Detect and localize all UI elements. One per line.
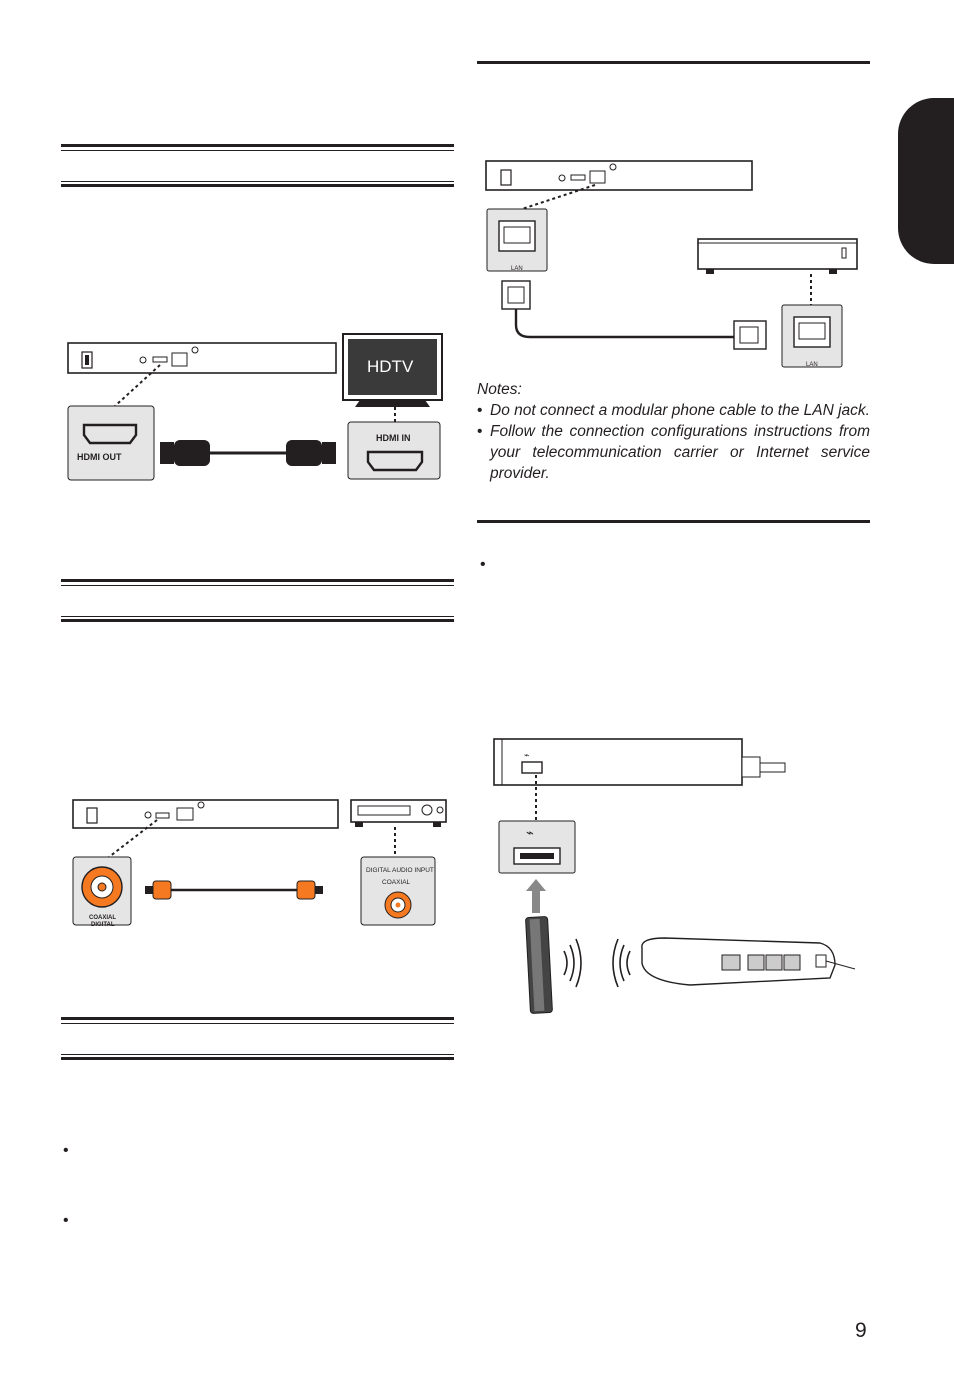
bullet-3: •: [63, 1212, 69, 1229]
player-unit: [486, 161, 752, 190]
section-rule-third-bottom: [61, 1054, 454, 1055]
hdmi-cable: [160, 440, 336, 466]
coaxial-out-label-1: COAXIAL: [89, 915, 116, 921]
hdmi-in-label: HDMI IN: [376, 433, 411, 443]
note-item: • Do not connect a modular phone cable to the LAN jack.: [477, 402, 870, 419]
coaxial-connection-diagram: [65, 795, 455, 935]
lan-connection-diagram: [482, 155, 862, 375]
hdmi-connection-diagram: [60, 330, 450, 485]
section-rule-third-top: [61, 1017, 454, 1020]
section-rule-wireless-top: [477, 520, 870, 523]
section-rule-coax-top-thin: [61, 585, 454, 586]
note-text: Do not connect a modular phone cable to the LAN jack.: [490, 402, 870, 419]
notes-title: Notes:: [477, 381, 522, 398]
wifi-dongle: [526, 916, 553, 1013]
player-unit: [68, 343, 336, 373]
hdmi-out-label: HDMI OUT: [77, 452, 122, 462]
section-rule-third-top-thin: [61, 1023, 454, 1024]
wireless-signal-icon: [564, 939, 630, 987]
section-rule-hdmi-bottom-thick: [61, 184, 454, 187]
coaxial-out-label-2: DIGITAL: [91, 922, 115, 928]
coaxial-in-label: COAXIAL: [382, 879, 411, 886]
note-text: Follow the connection configurations instructions from your telecommunication carrier or Internet service provider.: [490, 423, 870, 482]
usb-wireless-diagram: [490, 733, 860, 1018]
wireless-router: [642, 938, 855, 985]
usb-port-box: [499, 821, 575, 873]
note-item: • Follow the connection configurations instructions from your telecommunication carrier or Internet service provider.: [477, 423, 870, 482]
router-unit: [698, 239, 857, 274]
section-rule-hdmi-top: [61, 144, 454, 147]
bullet-2: •: [63, 1142, 69, 1159]
side-tab: [898, 98, 954, 264]
ethernet-cable: [502, 281, 766, 349]
lan-label-player: LAN: [511, 266, 523, 272]
section-rule-third-bottom-thick: [61, 1057, 454, 1060]
section-rule-hdmi-top-thin: [61, 150, 454, 151]
notes-block: [477, 379, 870, 484]
usb-symbol-icon: ⌁: [526, 825, 534, 840]
usb-symbol-icon: ⌁: [524, 750, 530, 760]
tv-label: HDTV: [367, 357, 414, 376]
page-number: 9: [855, 1319, 867, 1342]
section-rule-lan-top: [477, 61, 870, 64]
lan-label-router: LAN: [806, 362, 818, 368]
section-rule-hdmi-bottom: [61, 181, 454, 182]
digital-audio-input-label: DIGITAL AUDIO INPUT: [366, 867, 434, 874]
player-unit: [73, 800, 338, 828]
section-rule-coax-top: [61, 579, 454, 582]
section-rule-coax-bottom: [61, 616, 454, 617]
player-side-unit: [494, 739, 785, 785]
coaxial-cable: [145, 881, 323, 899]
receiver-unit: [351, 800, 446, 827]
bullet-1: •: [480, 556, 486, 573]
section-rule-coax-bottom-thick: [61, 619, 454, 622]
up-arrow-icon: [526, 879, 546, 913]
